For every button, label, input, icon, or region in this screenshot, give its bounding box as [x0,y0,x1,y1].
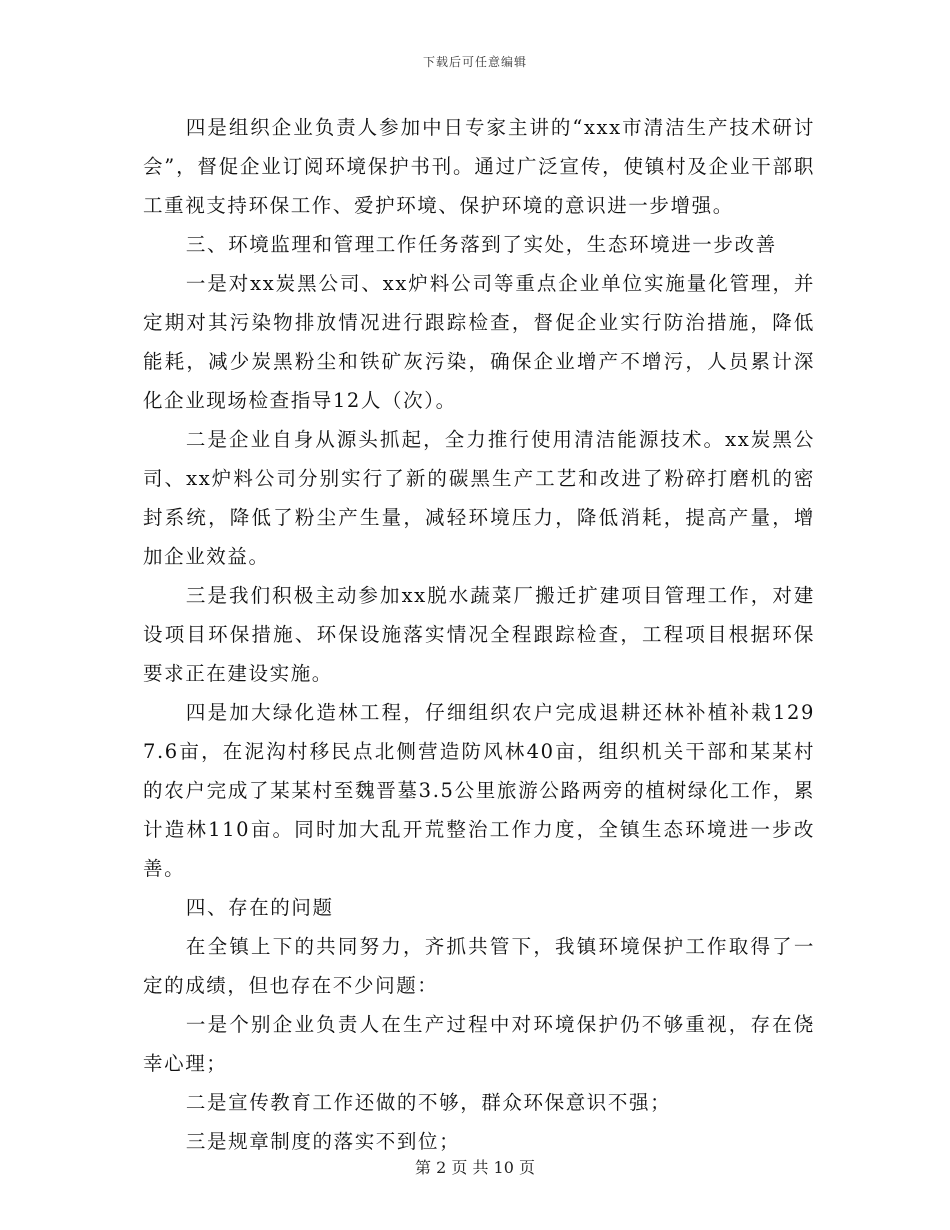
section-heading-problems: 四、存在的问题 [185,896,334,919]
paragraph-quantified-management: 一是对xx炭黑公司、xx炉料公司等重点企业单位实施量化管理，并定期对其污染物排放情况进行跟踪检查，督促企业实行防治措施，降低能耗，减少炭黑粉尘和铁矿灰污染，确保企业增产不增污，人员累计深化企业现场检查指导12人（次）。 [143,272,815,412]
paragraph-afforestation: 四是加大绿化造林工程，仔细组织农户完成退耕还林补植补栽1297.6亩，在泥沟村移民点北侧营造防风林40亩，组织机关干部和某某村的农户完成了某某村至魏晋墓3.5公里旅游公路两旁的植树绿化工作，累计造林110亩。同时加大乱开荒整治工作力度，全镇生态环境进一步改善。 [143,701,815,880]
page-header: 下载后可任意编辑 [422,55,527,69]
section-heading-supervision: 三、环境监理和管理工作任务落到了实处，生态环境进一步改善 [185,233,777,256]
document-body [143,108,815,1161]
page-number-label: 第 2 页 共 10 页 [415,1158,535,1177]
paragraph-problem-2: 二是宣传教育工作还做的不够，群众环保意识不强； [185,1091,672,1114]
page-footer [0,1155,950,1178]
paragraph-problem-3: 三是规章制度的落实不到位； [185,1130,461,1153]
paragraph-problems-intro: 在全镇上下的共同努力，齐抓共管下，我镇环境保护工作取得了一定的成绩，但也存在不少问题： [143,935,815,997]
paragraph-publicity-seminar: 四是组织企业负责人参加中日专家主讲的“xxx市清洁生产技术研讨会”，督促企业订阅环境保护书刊。通过广泛宣传，使镇村及企业干部职工重视支持环保工作、爱护环境、保护环境的意识进一步增强。 [143,116,815,217]
paragraph-relocation-project: 三是我们积极主动参加xx脱水蔬菜厂搬迁扩建项目管理工作，对建设项目环保措施、环保设施落实情况全程跟踪检查，工程项目根据环保要求正在建设实施。 [143,584,815,685]
paragraph-problem-1: 一是个别企业负责人在生产过程中对环境保护仍不够重视，存在侥幸心理； [143,1013,815,1075]
paragraph-clean-energy: 二是企业自身从源头抓起，全力推行使用清洁能源技术。xx炭黑公司、xx炉料公司分别实行了新的碳黑生产工艺和改进了粉碎打磨机的密封系统，降低了粉尘产生量，减轻环境压力，降低消耗，提高产量，增加企业效益。 [143,428,815,568]
